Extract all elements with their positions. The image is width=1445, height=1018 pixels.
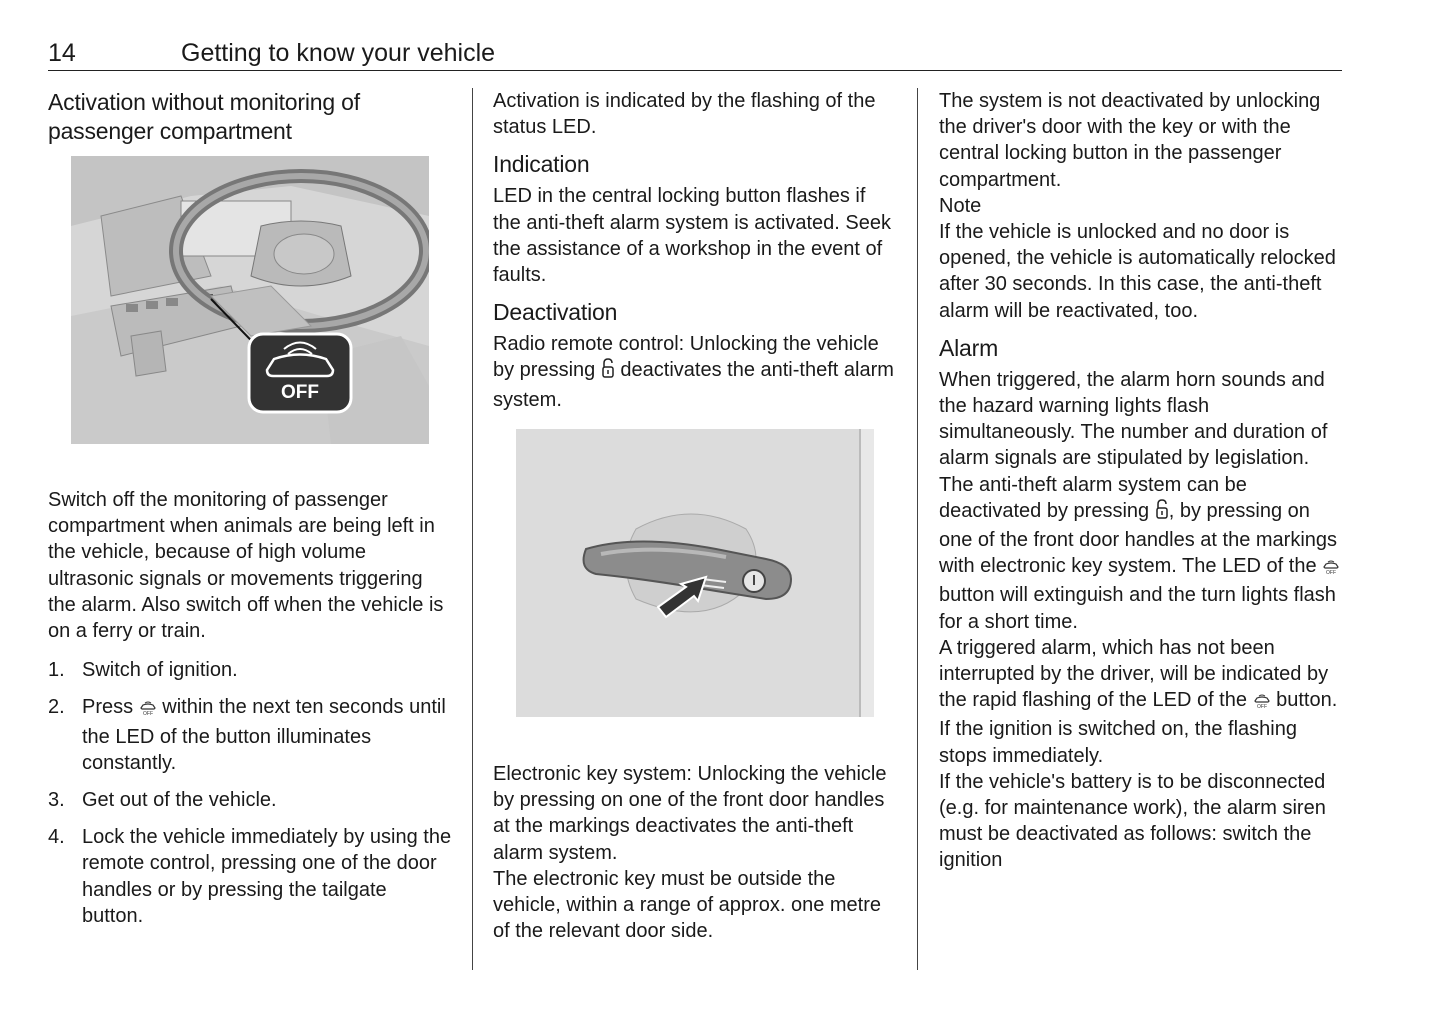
electronic-key-text: Electronic key system: Unlocking the vehicle by pressing on one of the front door handles at the markings deactivates the anti-theft alarm system. <box>493 763 887 864</box>
note-text: If the vehicle is unlocked and no door is opened, the vehicle is automatically relocked after 30 seconds. In this case, the anti-theft alarm will be reactivated, too. <box>939 221 1336 322</box>
svg-text:OFF: OFF <box>1256 704 1267 710</box>
list-item: 1. Switch of ignition. <box>48 659 238 682</box>
svg-text:OFF: OFF <box>1326 570 1337 576</box>
dashboard-drawing <box>71 156 429 444</box>
column-2 <box>493 88 898 413</box>
alarm-off-icon <box>1253 690 1271 716</box>
list-item: 2. Press OFF within the next ten seconds until the LED of the button illuminates constantly. <box>48 696 446 774</box>
dashboard-illustration <box>71 156 429 444</box>
list-item: 3. Get out of the vehicle. <box>48 789 277 812</box>
alarm-off-icon <box>139 697 157 723</box>
page-title: Getting to know your vehicle <box>181 39 496 67</box>
door-handle-drawing <box>516 429 874 717</box>
key-range-text: The electronic key must be outside the vehicle, within a range of approx. one metre of the relevant door side. <box>493 867 881 943</box>
list-item: 4. Lock the vehicle immediately by using the remote control, pressing one of the door handles or by pressing the tailgate button. <box>48 826 452 927</box>
page-header <box>48 38 1342 71</box>
battery-text: If the vehicle's battery is to be disconnected (e.g. for maintenance work), the alarm siren must be deactivated as follows: switch the ignition <box>939 770 1326 872</box>
deactivation-methods-text: The anti-theft alarm system can be deactivated by pressing , by pressing on one of the front door handles at the markings with electronic key system. The LED of the OFF button will extinguish and the turn lights flash for a short time. <box>939 472 1344 635</box>
svg-text:OFF: OFF <box>142 711 153 717</box>
monitoring-paragraph: Switch off the monitoring of passenger compartment when animals are being left in the vehicle, because of high volume ultrasonic signals or movements triggering the alarm. Also switch off when the vehicle is on a ferry or train. <box>48 489 444 643</box>
activation-indicated: Activation is indicated by the flashing of the status LED. <box>493 90 876 139</box>
alarm-heading: Alarm <box>939 334 999 361</box>
column-3 <box>939 88 1344 874</box>
indication-text: LED in the central locking button flashes if the anti-theft alarm system is activated. Seek the assistance of a workshop in the event of faults. <box>493 185 891 287</box>
unlock-icon <box>601 357 615 386</box>
unlock-icon <box>1155 498 1169 527</box>
column-1-body <box>48 487 453 940</box>
off-button-label: OFF <box>281 382 319 403</box>
steps-list <box>48 657 453 929</box>
section-heading-activation: Activation without monitoring of passenger compartment <box>48 89 360 144</box>
column-2-body <box>493 761 898 944</box>
deactivation-heading: Deactivation <box>493 299 618 326</box>
radio-remote-text: Radio remote control: Unlocking the vehicle by pressing deactivates the anti-theft alarm system. <box>493 333 894 411</box>
indication-heading: Indication <box>493 151 590 178</box>
alarm-text: When triggered, the alarm horn sounds and the hazard warning lights flash simultaneously. The number and duration of alarm signals are stipulated by legislation. <box>939 368 1328 470</box>
triggered-alarm-text: A triggered alarm, which has not been interrupted by the driver, will be indicated by the rapid flashing of the LED of the OFF button. If the ignition is switched on, the flashing stops immediately. <box>939 636 1338 767</box>
door-handle-illustration <box>516 429 874 717</box>
column-1 <box>48 88 453 146</box>
alarm-off-icon <box>1322 556 1340 582</box>
not-deactivated-text: The system is not deactivated by unlocking the driver's door with the key or with the central locking button in the passenger compartment. <box>939 90 1321 191</box>
page-number: 14 <box>48 39 76 67</box>
column-divider <box>472 88 473 970</box>
note-heading: Note <box>939 194 982 217</box>
column-divider <box>917 88 918 970</box>
